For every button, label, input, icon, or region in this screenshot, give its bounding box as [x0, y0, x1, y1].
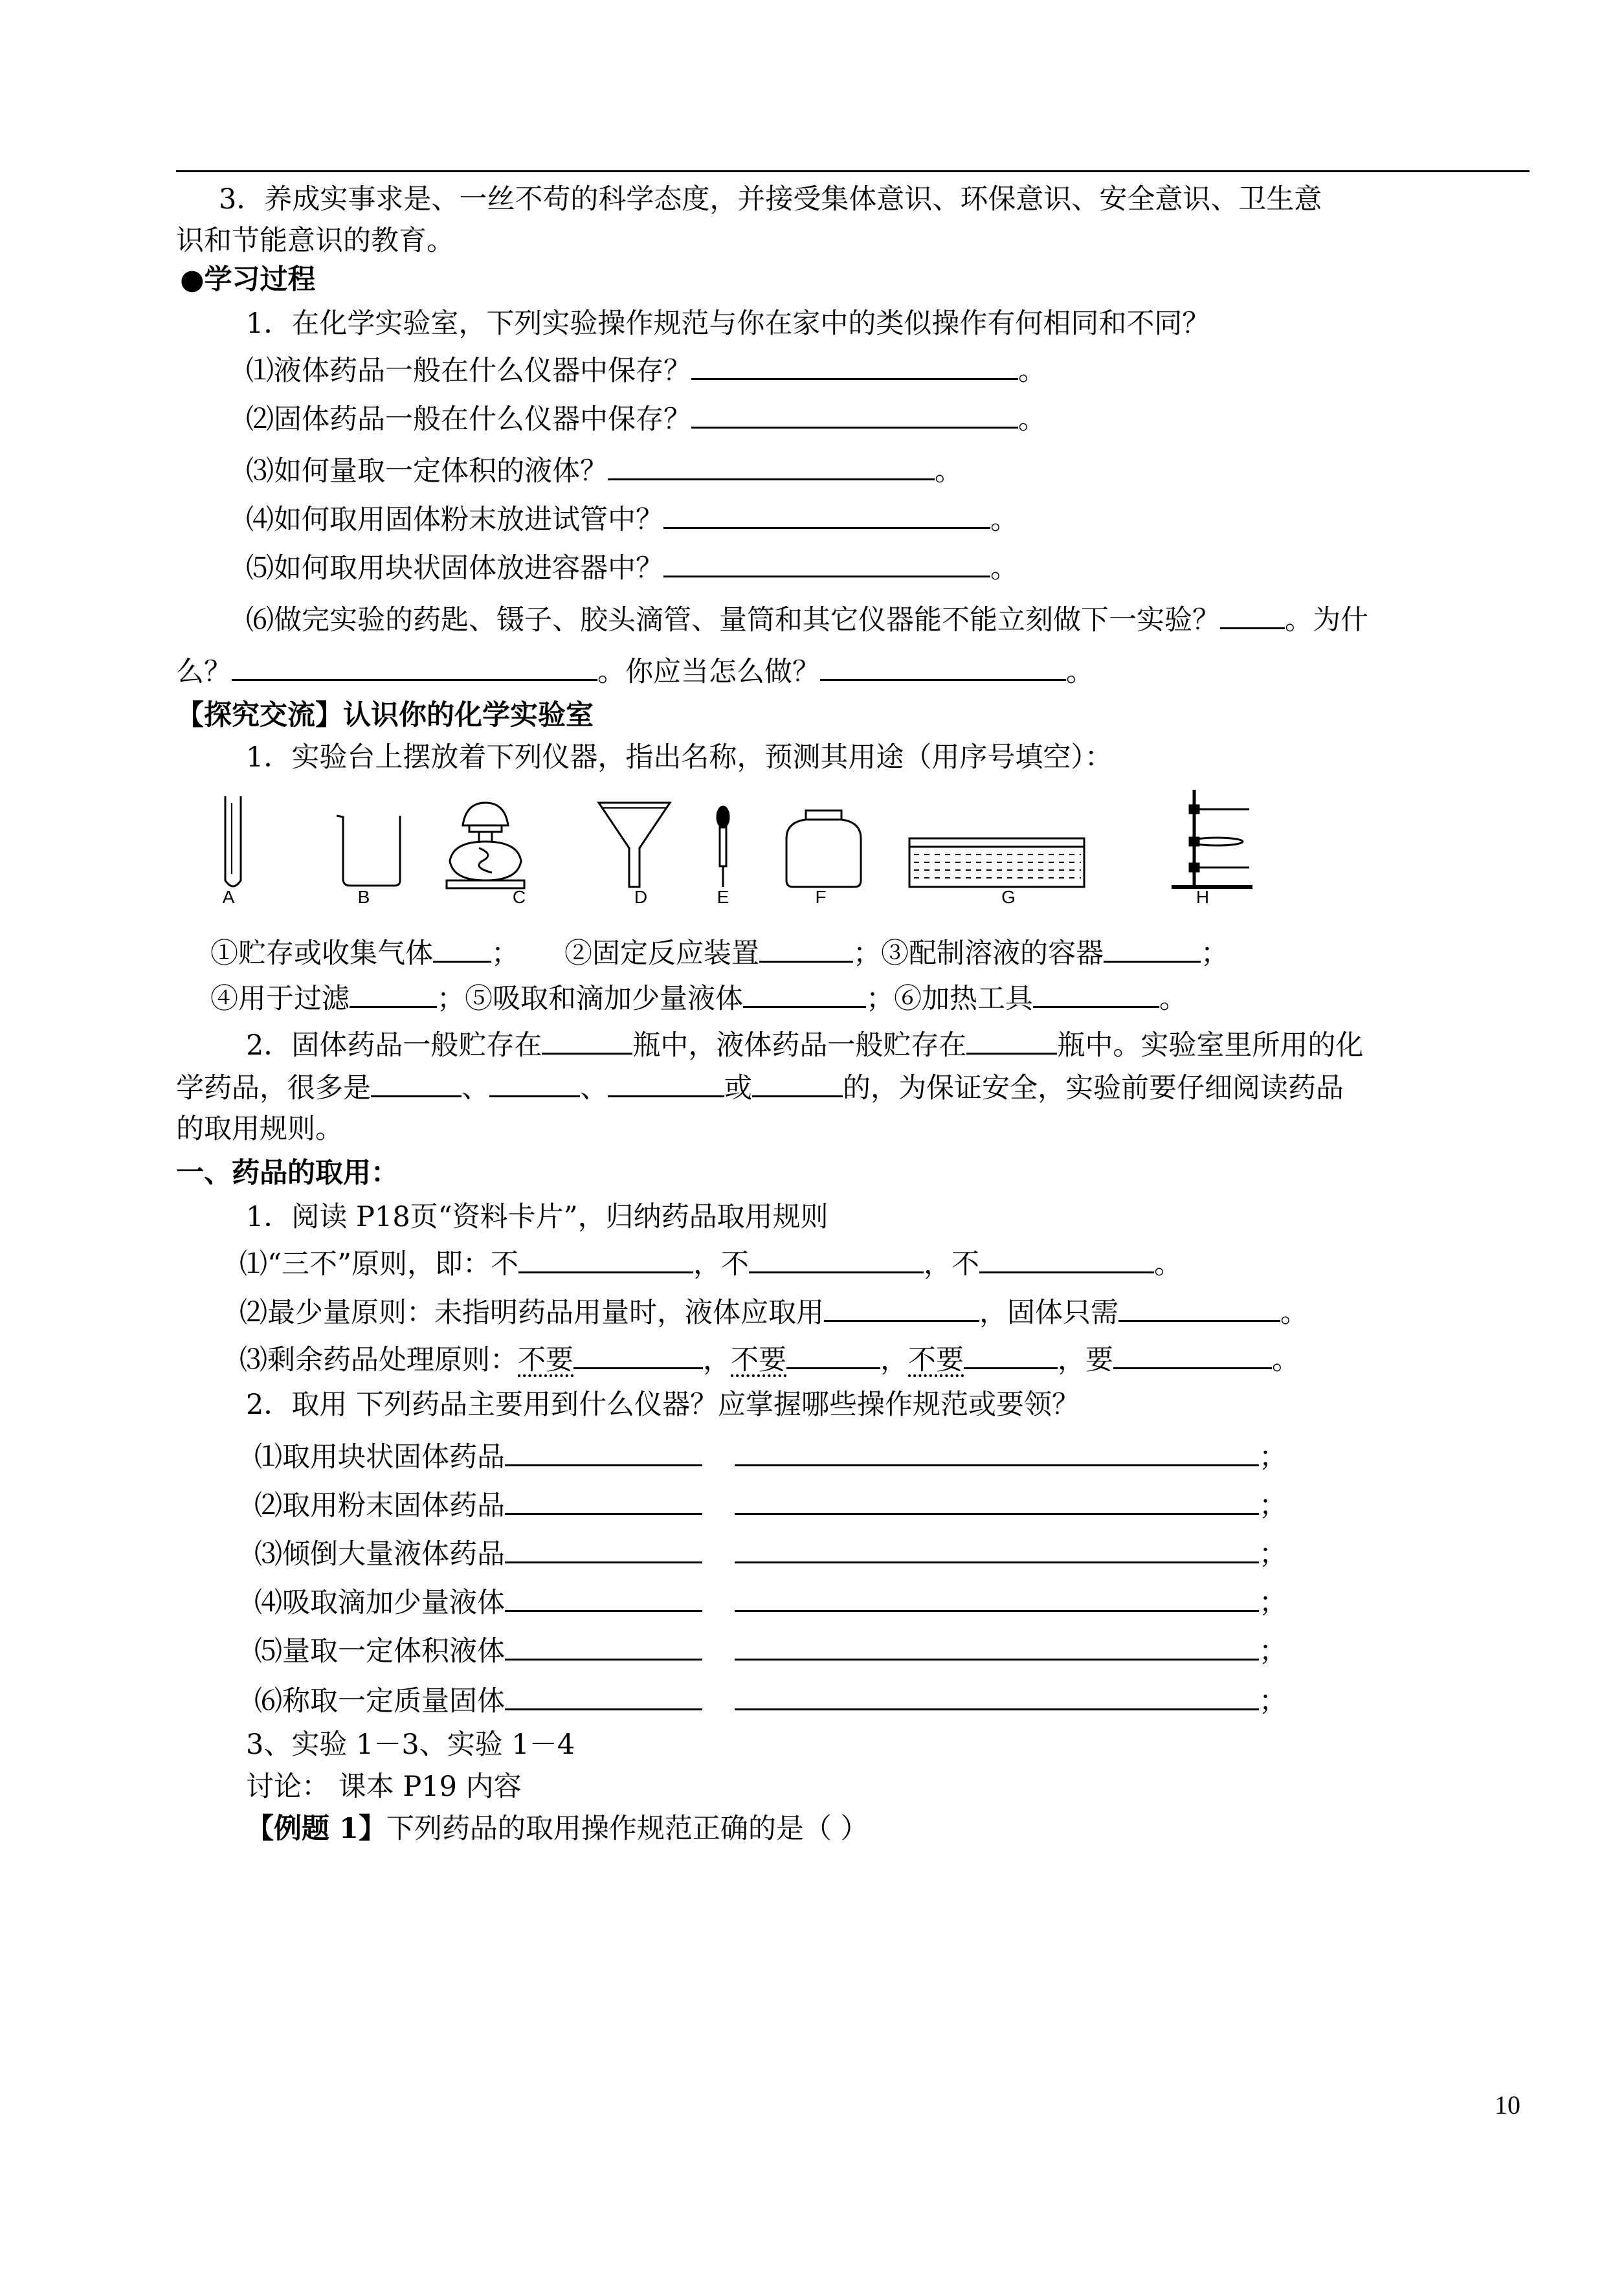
answer-blank[interactable] — [350, 978, 437, 1008]
answer-blank[interactable] — [573, 1339, 703, 1369]
rule-three-no: ⑴“三不”原则，即：不 ，不 ，不 。 — [239, 1243, 1182, 1284]
answer-blank[interactable] — [749, 1243, 924, 1273]
answer-blank[interactable] — [505, 1533, 702, 1563]
rules-intro: 1．阅读 P18页“资料卡片”，归纳药品取用规则 — [246, 1201, 829, 1233]
apparatus-label-g: G — [1001, 887, 1016, 906]
process-item-2: ⑵固体药品一般在什么仪器中保存？ 。 — [246, 398, 1046, 439]
process-item-6: ⑹做完实验的药匙、镊子、胶头滴管、量筒和其它仪器能不能立刻做下一实验？ 。为什 — [246, 599, 1368, 640]
explore-q2-cont: 学药品，很多是 、 、 或 的，为保证安全，实验前要仔细阅读药品 — [176, 1067, 1344, 1108]
section-title-explore: 【探究交流】认识你的化学实验室 — [176, 699, 594, 732]
apparatus-label-h: H — [1196, 887, 1210, 906]
op-row-6: ⑹称取一定质量固体 ； — [254, 1680, 1287, 1721]
section-title-medicine: 一、药品的取用： — [176, 1157, 399, 1189]
water-trough-icon — [909, 838, 1084, 887]
answer-blank[interactable] — [759, 932, 853, 963]
answer-blank[interactable] — [1118, 1292, 1280, 1322]
op-row-3: ⑶倾倒大量液体药品 ； — [254, 1533, 1287, 1574]
answer-blank[interactable] — [964, 1339, 1058, 1369]
alcohol-lamp-icon — [447, 803, 524, 888]
process-item-6-cont: 么？ 。你应当怎么做？ 。 — [176, 651, 1094, 691]
process-item-5: ⑸如何取用块状固体放进容器中？ 。 — [246, 547, 1018, 588]
wide-mouth-bottle-icon — [786, 811, 861, 887]
answer-blank[interactable] — [542, 1024, 632, 1055]
answer-blank[interactable] — [433, 932, 491, 963]
answer-blank[interactable] — [663, 547, 990, 577]
answer-blank[interactable] — [752, 1067, 843, 1097]
uses-line-1: ①贮存或收集气体 ； ②固定反应装置 ；③配制溶液的容器 ； — [210, 932, 1229, 973]
answer-blank[interactable] — [1220, 599, 1285, 629]
experiment-ref: 3、实验 1－3、实验 1－4 — [246, 1728, 575, 1761]
op-row-5: ⑸量取一定体积液体 ； — [254, 1630, 1287, 1671]
page-number: 10 — [1495, 2090, 1520, 2120]
answer-blank[interactable] — [743, 978, 866, 1008]
answer-blank[interactable] — [663, 498, 990, 529]
answer-blank[interactable] — [966, 1024, 1057, 1055]
answer-blank[interactable] — [735, 1582, 1259, 1612]
answer-blank[interactable] — [608, 1067, 724, 1097]
test-tube-icon — [225, 796, 241, 886]
ops-intro: 2．取用 下列药品主要用到什么仪器？应掌握哪些操作规范或要领？ — [246, 1389, 1080, 1421]
answer-blank[interactable] — [735, 1484, 1259, 1515]
iron-stand-icon — [1172, 790, 1252, 887]
rule-least-amount: ⑵最少量原则：未指明药品用量时，液体应取用 ，固体只需 。 — [239, 1292, 1308, 1332]
funnel-icon — [599, 803, 670, 887]
answer-blank[interactable] — [505, 1436, 702, 1466]
dropper-icon — [717, 807, 729, 887]
answer-blank[interactable] — [820, 651, 1066, 681]
apparatus-label-d: D — [634, 887, 648, 906]
answer-blank[interactable] — [691, 350, 1018, 380]
explore-q2: 2．固体药品一般贮存在 瓶中，液体药品一般贮存在 瓶中。实验室里所用的化 — [246, 1024, 1363, 1065]
apparatus-label-b: B — [357, 887, 370, 906]
op-row-4: ⑷吸取滴加少量液体 ； — [254, 1582, 1287, 1622]
answer-blank[interactable] — [735, 1630, 1259, 1661]
discussion-ref: 讨论： 课本 P19 内容 — [246, 1771, 522, 1803]
rule-leftover: ⑶剩余药品处理原则：不要 ，不要 ，不要 ，要 。 — [239, 1339, 1300, 1380]
explore-q2-end: 的取用规则。 — [176, 1113, 343, 1145]
answer-blank[interactable] — [691, 398, 1018, 429]
apparatus-label-f: F — [815, 887, 827, 906]
process-item-3: ⑶如何量取一定体积的液体？ 。 — [246, 450, 962, 491]
explore-q1: 1．实验台上摆放着下列仪器，指出名称，预测其用途（用序号填空）： — [246, 741, 1113, 774]
answer-blank[interactable] — [489, 1067, 580, 1097]
process-q1: 1．在化学实验室，下列实验操作规范与你在家中的类似操作有何相同和不同？ — [246, 308, 1210, 340]
apparatus-label-a: A — [222, 887, 235, 906]
header-rule — [176, 170, 1529, 172]
uses-line-2: ④用于过滤 ；⑤吸取和滴加少量液体 ；⑥加热工具 。 — [210, 978, 1187, 1018]
apparatus-illustration — [207, 777, 1333, 906]
goal-3-cont: 识和节能意识的教育。 — [176, 225, 454, 257]
answer-blank[interactable] — [735, 1533, 1259, 1563]
process-item-1: ⑴液体药品一般在什么仪器中保存？ 。 — [246, 350, 1046, 390]
answer-blank[interactable] — [505, 1630, 702, 1661]
section-title-process: ●学习过程 — [180, 263, 316, 296]
goal-3-line: 3．养成实事求是、一丝不苟的科学态度，并接受集体意识、环保意识、安全意识、卫生意 — [219, 183, 1322, 216]
apparatus-label-e: E — [717, 887, 729, 906]
answer-blank[interactable] — [505, 1680, 702, 1710]
answer-blank[interactable] — [505, 1582, 702, 1612]
answer-blank[interactable] — [979, 1243, 1154, 1273]
answer-blank[interactable] — [505, 1484, 702, 1515]
answer-blank[interactable] — [608, 450, 935, 480]
op-row-2: ⑵取用粉末固体药品 ； — [254, 1484, 1287, 1525]
answer-blank[interactable] — [786, 1339, 880, 1369]
answer-blank[interactable] — [232, 651, 597, 681]
example-question: 【例题 1】下列药品的取用操作规范正确的是（ ） — [246, 1813, 869, 1845]
answer-blank[interactable] — [518, 1243, 693, 1273]
answer-blank[interactable] — [735, 1436, 1259, 1466]
apparatus-label-c: C — [512, 887, 526, 906]
beaker-icon — [337, 816, 400, 886]
answer-blank[interactable] — [1104, 932, 1201, 963]
answer-blank[interactable] — [824, 1292, 979, 1322]
op-row-1: ⑴取用块状固体药品 ； — [254, 1436, 1287, 1477]
answer-blank[interactable] — [1113, 1339, 1272, 1369]
answer-blank[interactable] — [735, 1680, 1259, 1710]
answer-blank[interactable] — [371, 1067, 462, 1097]
process-item-4: ⑷如何取用固体粉末放进试管中？ 。 — [246, 498, 1018, 539]
answer-blank[interactable] — [1033, 978, 1159, 1008]
